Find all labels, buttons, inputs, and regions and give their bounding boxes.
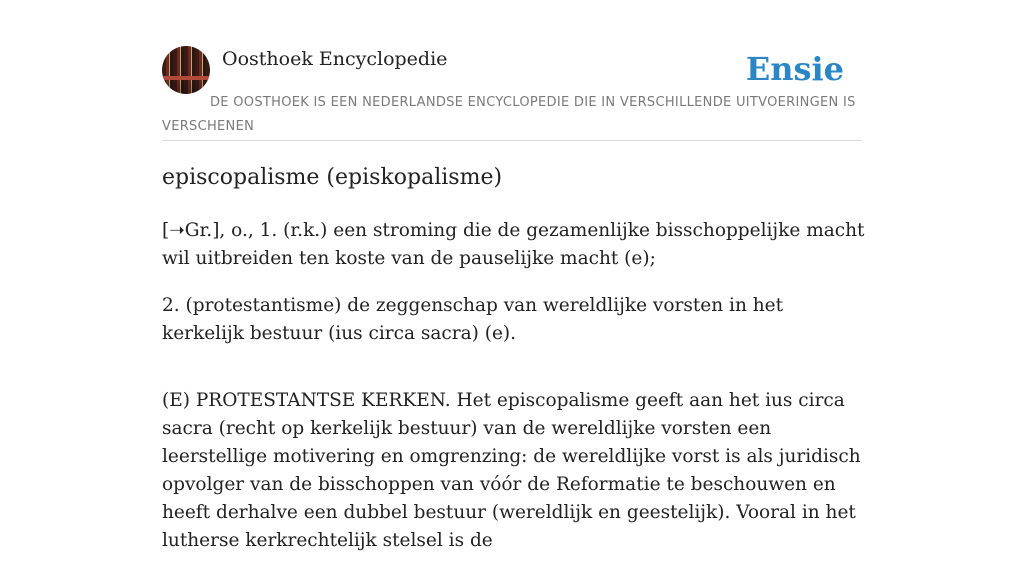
definition-paragraph-2: 2. (protestantisme) de zeggenschap van wereldlijke vorsten in het kerkelijk bestuur (ius circa sacra) (e). [162, 295, 784, 344]
site-header [162, 46, 862, 141]
article [162, 163, 867, 574]
article-title: episcopalisme (episkopalisme) [162, 165, 503, 190]
definition-paragraph-1: [➝Gr.], o., 1. (r.k.) een stroming die de gezamenlijke bisschoppelijke macht wil uitbreiden ten koste van de pauselijke macht (e); [162, 220, 865, 269]
site-avatar[interactable] [162, 46, 210, 94]
explanation-paragraph: (E) PROTESTANTSE KERKEN. Het episcopalisme geeft aan het ius circa sacra (recht op kerkelijk bestuur) van de wereldlijke vorsten een leerstellige motivering en omgrenzing: de wereldlijke vorst is als juridisch opvolger van de bisschoppen van vóór de Reformatie te beschouwen en heeft derhalve een dubbel bestuur (wereldlijk en geestelijk). Vooral in het lutherse kerkrechtelijk stelsel is de [162, 390, 861, 551]
site-tagline: DE OOSTHOEK IS EEN NEDERLANDSE ENCYCLOPEDIE DIE IN VERSCHILLENDE UITVOERINGEN IS VERSCHENEN [162, 95, 856, 134]
avatar-shelf [162, 76, 210, 80]
site-name-link[interactable]: Oosthoek Encyclopedie [222, 48, 448, 70]
brand-logo-link[interactable]: Ensie [745, 50, 844, 88]
